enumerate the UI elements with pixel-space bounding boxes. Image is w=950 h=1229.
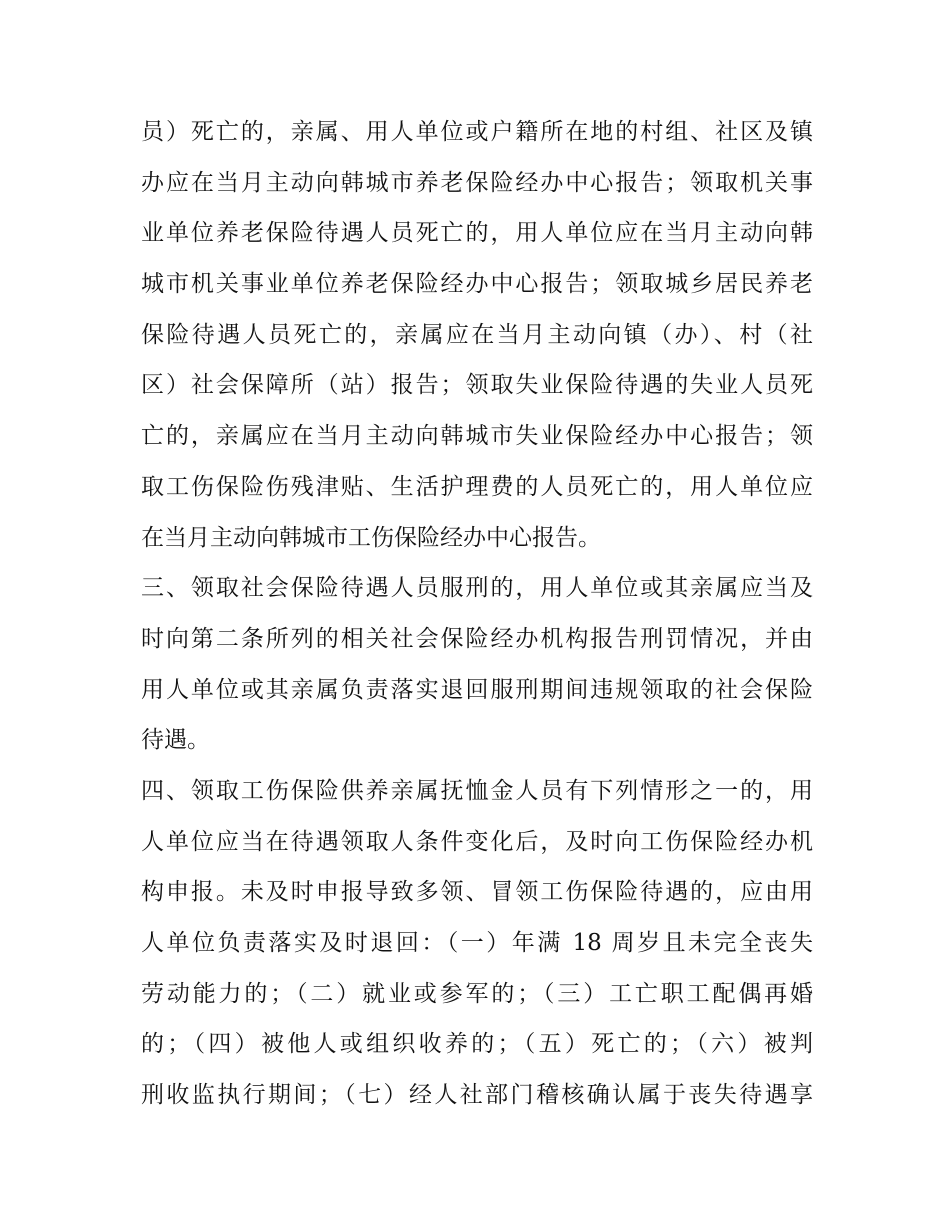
- text-line: 保险待遇人员死亡的，亲属应在当月主动向镇（办）、村（社: [141, 321, 813, 348]
- text-line: 时向第二条所列的相关社会保险经办机构报告刑罚情况，并由: [141, 625, 813, 652]
- paragraph: [141, 107, 813, 563]
- text-line: 用人单位或其亲属负责落实退回服刑期间违规领取的社会保险: [141, 676, 813, 703]
- text-line: 构申报。未及时申报导致多领、冒领工伤保险待遇的，应由用: [141, 879, 813, 906]
- text-line: 的；（四）被他人或组织收养的；（五）死亡的；（六）被判: [141, 1031, 813, 1058]
- text-line: 人单位负责落实及时退回：（一）年满 18 周岁且未完全丧失: [141, 930, 813, 956]
- text-line: 区）社会保障所（站）报告；领取失业保险待遇的失业人员死: [141, 372, 813, 399]
- text-line: 三、领取社会保险待遇人员服刑的，用人单位或其亲属应当及: [141, 575, 813, 602]
- paragraph: [141, 563, 813, 766]
- text-line: 员）死亡的，亲属、用人单位或户籍所在地的村组、社区及镇: [141, 119, 813, 145]
- paragraph: [141, 766, 813, 1121]
- text-line: 刑收监执行期间；（七）经人社部门稽核确认属于丧失待遇享: [141, 1082, 813, 1109]
- text-line: 劳动能力的；（二）就业或参军的；（三）工亡职工配偶再婚: [141, 980, 813, 1007]
- text-line: 在当月主动向韩城市工伤保险经办中心报告。: [141, 524, 601, 551]
- text-line: 四、领取工伤保险供养亲属抚恤金人员有下列情形之一的，用: [141, 777, 813, 804]
- document-body: [141, 107, 813, 1121]
- text-line: 取工伤保险伤残津贴、生活护理费的人员死亡的，用人单位应: [141, 473, 813, 500]
- text-line: 亡的，亲属应在当月主动向韩城市失业保险经办中心报告；领: [141, 423, 813, 450]
- text-line: 待遇。: [141, 727, 210, 754]
- text-line: 人单位应当在待遇领取人条件变化后，及时向工伤保险经办机: [141, 828, 813, 855]
- text-line: 城市机关事业单位养老保险经办中心报告；领取城乡居民养老: [141, 271, 813, 298]
- text-line: 业单位养老保险待遇人员死亡的，用人单位应在当月主动向韩: [141, 220, 813, 247]
- text-line: 办应在当月主动向韩城市养老保险经办中心报告；领取机关事: [141, 169, 813, 196]
